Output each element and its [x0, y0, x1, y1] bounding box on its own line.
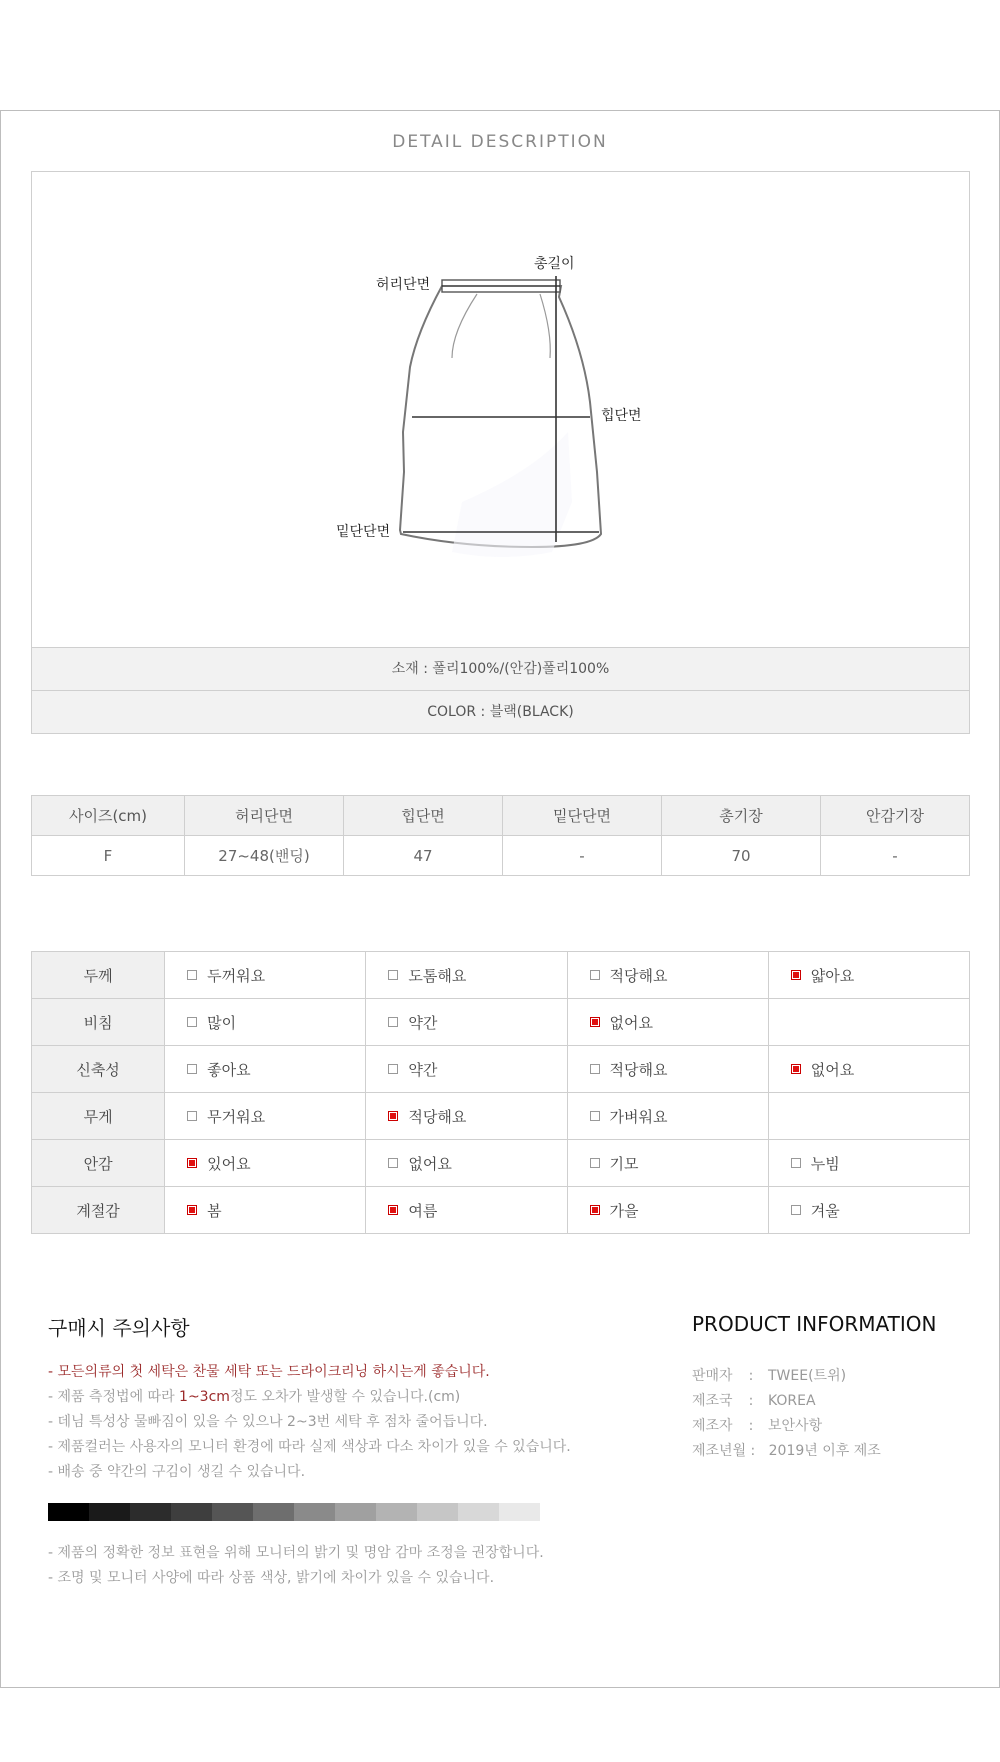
- feature-option-label: 겨울: [810, 1201, 840, 1220]
- size-header: 안감기장: [821, 796, 970, 836]
- feature-option-label: 없어요: [810, 1060, 855, 1079]
- feature-option-label: 없어요: [408, 1154, 452, 1173]
- unchecked-box-icon: [187, 1111, 197, 1121]
- feature-option: [366, 952, 567, 999]
- feature-label: 안감: [32, 1140, 165, 1187]
- gray-swatch: [171, 1503, 212, 1521]
- product-info-title: PRODUCT INFORMATION: [692, 1312, 937, 1336]
- size-table: [31, 795, 970, 876]
- feature-option-label: 적당해요: [609, 1060, 668, 1079]
- label-hem: 밑단단면: [336, 524, 391, 540]
- table-row: [32, 836, 970, 876]
- feature-option-label: 봄: [207, 1201, 222, 1220]
- checked-box-icon: [388, 1205, 398, 1215]
- feature-option: [366, 1093, 567, 1140]
- unchecked-box-icon: [388, 970, 398, 980]
- feature-option: [165, 1093, 366, 1140]
- feature-label: 두께: [32, 952, 165, 999]
- feature-option: [567, 999, 768, 1046]
- feature-option: [768, 1093, 969, 1140]
- size-cell: 47: [344, 836, 503, 876]
- feature-label: 신축성: [32, 1046, 165, 1093]
- product-info-row: 제조국 : KOREA: [692, 1393, 816, 1409]
- notice-list: [48, 1360, 571, 1485]
- size-header: 허리단면: [185, 796, 344, 836]
- size-cell: F: [32, 836, 185, 876]
- skirt-measurement-diagram: [32, 172, 969, 648]
- gray-swatch: [48, 1503, 89, 1521]
- gray-swatch: [417, 1503, 458, 1521]
- feature-option: [567, 1140, 768, 1187]
- size-header: 총기장: [662, 796, 821, 836]
- feature-option: [366, 1046, 567, 1093]
- feature-option: [366, 1140, 567, 1187]
- unchecked-box-icon: [187, 1017, 197, 1027]
- feature-option: [165, 1140, 366, 1187]
- checked-box-icon: [791, 1064, 801, 1074]
- feature-option-label: 누빔: [810, 1154, 840, 1173]
- feature-option-label: 두꺼워요: [207, 966, 266, 985]
- size-table-header: [32, 796, 970, 836]
- monitor-notice-item: - 제품의 정확한 정보 표현을 위해 모니터의 밝기 및 명암 감마 조정을 권장합니다.: [48, 1545, 544, 1561]
- feature-option: [165, 952, 366, 999]
- size-cell: -: [503, 836, 662, 876]
- checked-box-icon: [590, 1017, 600, 1027]
- unchecked-box-icon: [791, 1158, 801, 1168]
- size-cell: -: [821, 836, 970, 876]
- feature-row: [32, 952, 970, 999]
- product-info-row: 제조자 : 보안사항: [692, 1418, 823, 1434]
- size-header: 밑단단면: [503, 796, 662, 836]
- feature-row: [32, 1140, 970, 1187]
- label-total-length: 총길이: [534, 256, 575, 272]
- label-waist: 허리단면: [376, 277, 431, 293]
- feature-option-label: 있어요: [207, 1154, 251, 1173]
- feature-option: [567, 1187, 768, 1234]
- highlight-text: 1~3cm: [179, 1389, 230, 1405]
- feature-option: [768, 952, 969, 999]
- unchecked-box-icon: [590, 970, 600, 980]
- feature-row: [32, 1093, 970, 1140]
- gray-swatch: [89, 1503, 130, 1521]
- unchecked-box-icon: [187, 970, 197, 980]
- feature-option: [567, 952, 768, 999]
- feature-option-label: 여름: [408, 1201, 438, 1220]
- notice-item: - 제품컬러는 사용자의 모니터 환경에 따라 실제 색상과 다소 차이가 있을 수 있습니다.: [48, 1439, 571, 1455]
- feature-option-label: 가벼워요: [609, 1107, 668, 1126]
- feature-label: 무게: [32, 1093, 165, 1140]
- product-info-row: 제조년월 : 2019년 이후 제조: [692, 1443, 881, 1459]
- feature-option: [768, 1187, 969, 1234]
- unchecked-box-icon: [388, 1158, 398, 1168]
- feature-option: [768, 999, 969, 1046]
- feature-option-label: 약간: [408, 1060, 438, 1079]
- feature-option-label: 좋아요: [207, 1060, 251, 1079]
- section-title: DETAIL DESCRIPTION: [392, 132, 608, 152]
- gray-swatch: [130, 1503, 171, 1521]
- unchecked-box-icon: [791, 1205, 801, 1215]
- monitor-gray-scale: [48, 1503, 540, 1521]
- unchecked-box-icon: [590, 1158, 600, 1168]
- gray-swatch: [212, 1503, 253, 1521]
- unchecked-box-icon: [590, 1111, 600, 1121]
- feature-option: [366, 1187, 567, 1234]
- notice-title: 구매시 주의사항: [48, 1316, 190, 1340]
- product-info-row: 판매자 : TWEE(트위): [692, 1368, 847, 1384]
- checked-box-icon: [590, 1205, 600, 1215]
- feature-option: [768, 1046, 969, 1093]
- feature-option-label: 많이: [207, 1013, 237, 1032]
- feature-option: [165, 999, 366, 1046]
- unchecked-box-icon: [388, 1017, 398, 1027]
- feature-row: [32, 1187, 970, 1234]
- feature-option: [567, 1046, 768, 1093]
- checked-box-icon: [791, 970, 801, 980]
- notice-item: - 데님 특성상 물빠짐이 있을 수 있으나 2~3번 세탁 후 점차 줄어듭니다.: [48, 1414, 488, 1430]
- feature-option: [165, 1046, 366, 1093]
- gray-swatch: [499, 1503, 540, 1521]
- feature-row: [32, 1046, 970, 1093]
- gray-swatch: [335, 1503, 376, 1521]
- gray-swatch: [458, 1503, 499, 1521]
- feature-option: [567, 1093, 768, 1140]
- notice-item: - 제품 측정법에 따라 1~3cm정도 오차가 발생할 수 있습니다.(cm): [48, 1389, 461, 1405]
- feature-row: [32, 999, 970, 1046]
- notice-item: - 배송 중 약간의 구김이 생길 수 있습니다.: [48, 1464, 306, 1480]
- material-row: 소재 : 폴리100%/(안감)폴리100%: [31, 647, 970, 691]
- label-hip: 힙단면: [601, 408, 642, 424]
- feature-option-label: 무거워요: [207, 1107, 266, 1126]
- gray-swatch: [294, 1503, 335, 1521]
- product-info-list: [692, 1364, 881, 1464]
- feature-option-label: 얇아요: [810, 966, 855, 985]
- unchecked-box-icon: [187, 1064, 197, 1074]
- notice-item: - 모든의류의 첫 세탁은 찬물 세탁 또는 드라이크리닝 하시는게 좋습니다.: [48, 1364, 490, 1380]
- feature-label: 비침: [32, 999, 165, 1046]
- feature-label: 계절감: [32, 1187, 165, 1234]
- feature-option-label: 적당해요: [408, 1107, 467, 1126]
- feature-option: [366, 999, 567, 1046]
- feature-option: [165, 1187, 366, 1234]
- size-cell: 70: [662, 836, 821, 876]
- feature-option-label: 적당해요: [609, 966, 668, 985]
- size-header: 힙단면: [344, 796, 503, 836]
- checked-box-icon: [388, 1111, 398, 1121]
- feature-option-label: 약간: [408, 1013, 438, 1032]
- gray-swatch: [376, 1503, 417, 1521]
- checked-box-icon: [187, 1205, 197, 1215]
- feature-option-label: 도톰해요: [408, 966, 467, 985]
- fabric-feature-table: [31, 951, 970, 1234]
- monitor-notice-item: - 조명 및 모니터 사양에 따라 상품 색상, 밝기에 차이가 있을 수 있습니다.: [48, 1570, 495, 1586]
- size-cell: 27~48(밴딩): [185, 836, 344, 876]
- feature-option-label: 없어요: [609, 1013, 654, 1032]
- color-row: COLOR : 블랙(BLACK): [31, 690, 970, 734]
- product-diagram-box: [31, 171, 970, 648]
- feature-option-label: 기모: [609, 1154, 639, 1173]
- unchecked-box-icon: [388, 1064, 398, 1074]
- feature-option: [768, 1140, 969, 1187]
- size-header: 사이즈(cm): [32, 796, 185, 836]
- unchecked-box-icon: [590, 1064, 600, 1074]
- gray-swatch: [253, 1503, 294, 1521]
- feature-option-label: 가을: [609, 1201, 639, 1220]
- checked-box-icon: [187, 1158, 197, 1168]
- monitor-notice-list: [48, 1541, 544, 1591]
